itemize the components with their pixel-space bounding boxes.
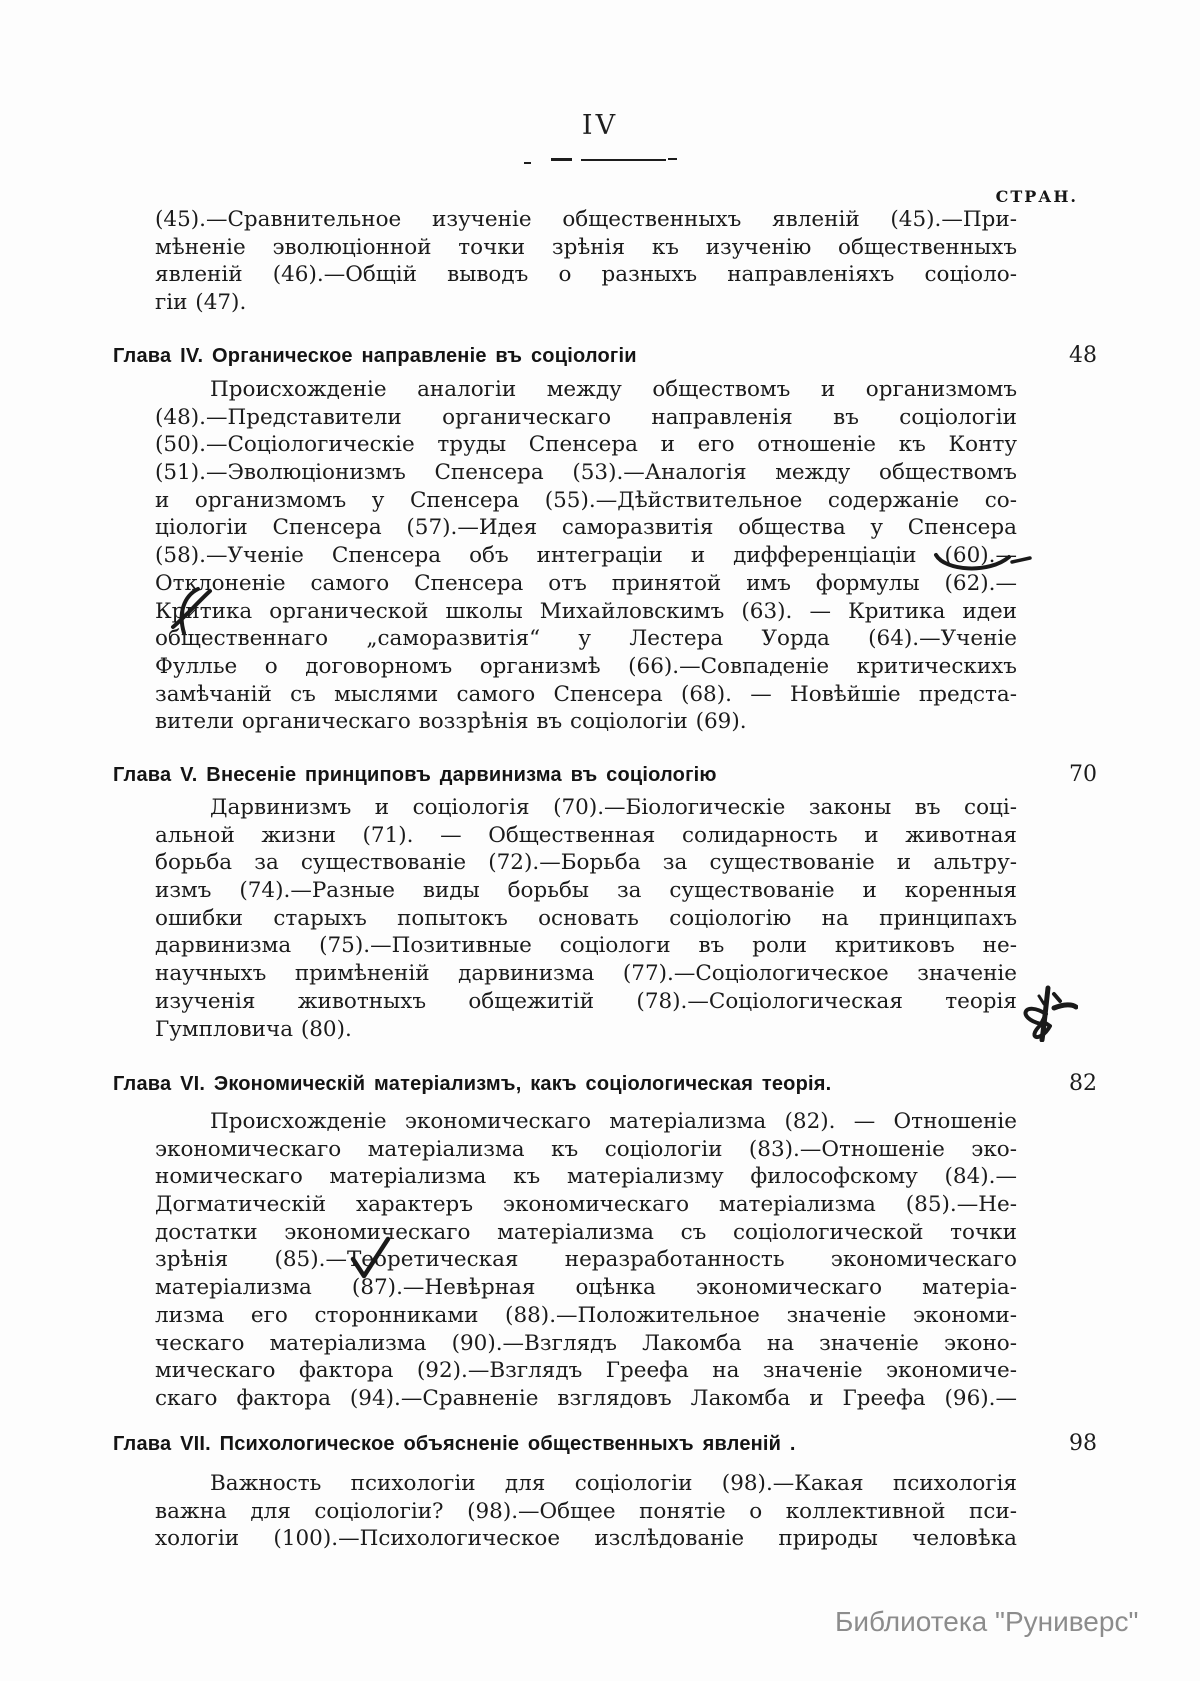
chapter-7-summary-paragraph (155, 1470, 1017, 1553)
rule-segment (668, 158, 677, 160)
chapter-4-summary-paragraph (155, 376, 1017, 736)
text-line: мическаго фактора (92).—Взглядъ Греефа на значеніе экономиче- (155, 1358, 1017, 1384)
text-line: научныхъ примѣненій дарвинизма (77).—Соціологическое значеніе (155, 961, 1017, 987)
text-line: и организмомъ у Спенсера (55).—Дѣйствительное содержаніе со- (155, 487, 1017, 513)
chapter-4-page-number: 48 (1069, 343, 1097, 368)
text-line: экономическаго матеріализма къ соціологіи (83).—Отношеніе эко- (155, 1136, 1017, 1162)
text-line: дарвинизма (75).—Позитивные соціологи въ роли критиковъ не- (155, 933, 1017, 959)
text-line: гіи (47). (155, 290, 247, 316)
text-line: альной жизни (71). — Общественная солидарность и животная (155, 822, 1017, 848)
chapter-7-page-number: 98 (1069, 1431, 1097, 1456)
chapter-4-heading-row (113, 343, 1097, 368)
text-line: общественнаго „саморазвитія“ у Лестера Уорда (64).—Ученіе (155, 626, 1017, 652)
page-number-column-header: СТРАН. (995, 187, 1078, 206)
page-folio: IV (581, 110, 619, 141)
intro-continuation-paragraph (155, 206, 1017, 317)
chapter-4-title: Глава IV. Органическое направленіе въ соціологіи (113, 345, 637, 367)
chapter-7-title: Глава VII. Психологическое объясненіе общественныхъ явленій . (113, 1433, 796, 1455)
pen-doodle-right-margin-icon (1014, 982, 1078, 1042)
text-line: скаго фактора (94).—Сравненіе взглядовъ Лакомба и Греефа (96).— (155, 1385, 1017, 1411)
text-line: явленій (46).—Общій выводъ о разныхъ направленіяхъ соціоло- (155, 262, 1017, 288)
text-line: (45).—Сравнительное изученіе общественныхъ явленій (45).—При- (155, 207, 1017, 232)
text-line: номическаго матеріализма къ матеріализму философскому (84).— (155, 1164, 1017, 1190)
text-line: хологіи (100).—Психологическое изслѣдованіе природы человѣка (155, 1526, 1017, 1552)
text-line: Важность психологіи для соціологіи (98).—Какая психологія (210, 1471, 1017, 1496)
text-line: зрѣнія (85).—Теоретическая неразработанность экономическаго (155, 1247, 1017, 1273)
text-line: (50).—Соціологическіе труды Спенсера и его отношеніе къ Конту (155, 432, 1017, 458)
text-line: Отклоненіе самого Спенсера отъ принятой имъ формулы (62).— (155, 570, 1017, 596)
chapter-6-page-number: 82 (1069, 1071, 1097, 1096)
rule-segment (524, 162, 531, 164)
text-line: борьба за существованіе (72).—Борьба за существованіе и альтру- (155, 850, 1017, 876)
text-line: (48).—Представители органическаго направленія въ соціологіи (155, 404, 1017, 430)
rule-segment (551, 158, 572, 161)
chapter-5-title: Глава V. Внесеніе принциповъ дарвинизма въ соціологію (113, 764, 717, 786)
text-line: вители органическаго воззрѣнія въ соціологіи (69). (155, 709, 747, 735)
text-line: измъ (74).—Разные виды борьбы за существованіе и коренныя (155, 878, 1017, 904)
text-line: Фуллье о договорномъ организмѣ (66).—Совпаденіе критическихъ (155, 653, 1017, 679)
chapter-5-heading-row (113, 762, 1097, 787)
library-watermark: Библиотека "Руниверс" (835, 1606, 1139, 1637)
chapter-5-summary-paragraph (155, 794, 1017, 1043)
text-line: ческаго матеріализма (90).—Взглядъ Лакомба на значеніе эконо- (155, 1330, 1017, 1356)
chapter-6-title: Глава VI. Экономическій матеріализмъ, какъ соціологическая теорія. (113, 1073, 832, 1095)
text-line: Критика органической школы Михайловскимъ (63). — Критика идеи (155, 598, 1017, 624)
rule-segment (581, 159, 666, 161)
text-line: Происхожденіе аналогіи между обществомъ и организмомъ (210, 377, 1017, 402)
text-line: Догматическій характеръ экономическаго матеріализма (85).—Не- (155, 1192, 1017, 1218)
chapter-5-page-number: 70 (1069, 762, 1097, 787)
chapter-7-heading-row (113, 1431, 1097, 1456)
text-line: Дарвинизмъ и соціологія (70).—Біологическіе законы въ соці- (210, 795, 1017, 820)
chapter-6-summary-paragraph (155, 1108, 1017, 1413)
text-line: Гумпловича (80). (155, 1016, 352, 1042)
text-line: мѣненіе эволюціонной точки зрѣнія къ изученію общественныхъ (155, 234, 1017, 260)
chapter-6-heading-row (113, 1071, 1097, 1096)
text-line: ошибки старыхъ попытокъ основать соціологію на принципахъ (155, 905, 1017, 931)
text-line: (58).—Ученіе Спенсера объ интеграціи и дифференціаціи (60).— (155, 543, 1017, 569)
text-line: Происхожденіе экономическаго матеріализма (82). — Отношеніе (210, 1109, 1017, 1134)
text-line: матеріализма (87).—Невѣрная оцѣнка экономическаго матеріа- (155, 1275, 1017, 1301)
text-line: достатки экономическаго матеріализма съ соціологической точки (155, 1219, 1017, 1245)
text-line: (51).—Эволюціонизмъ Спенсера (53).—Аналогія между обществомъ (155, 460, 1017, 486)
text-line: изученія животныхъ общежитій (78).—Соціологическая теорія (155, 988, 1017, 1014)
text-line: замѣчаній съ мыслями самого Спенсера (68). — Новѣйшіе предста- (155, 681, 1017, 707)
text-line: важна для соціологіи? (98).—Общее понятіе о коллективной пси- (155, 1498, 1017, 1524)
folio-rule (0, 156, 1200, 166)
text-line: лизма его сторонниками (88).—Положительное значеніе экономи- (155, 1302, 1017, 1328)
text-line: ціологіи Спенсера (57).—Идея саморазвитія общества у Спенсера (155, 515, 1017, 541)
